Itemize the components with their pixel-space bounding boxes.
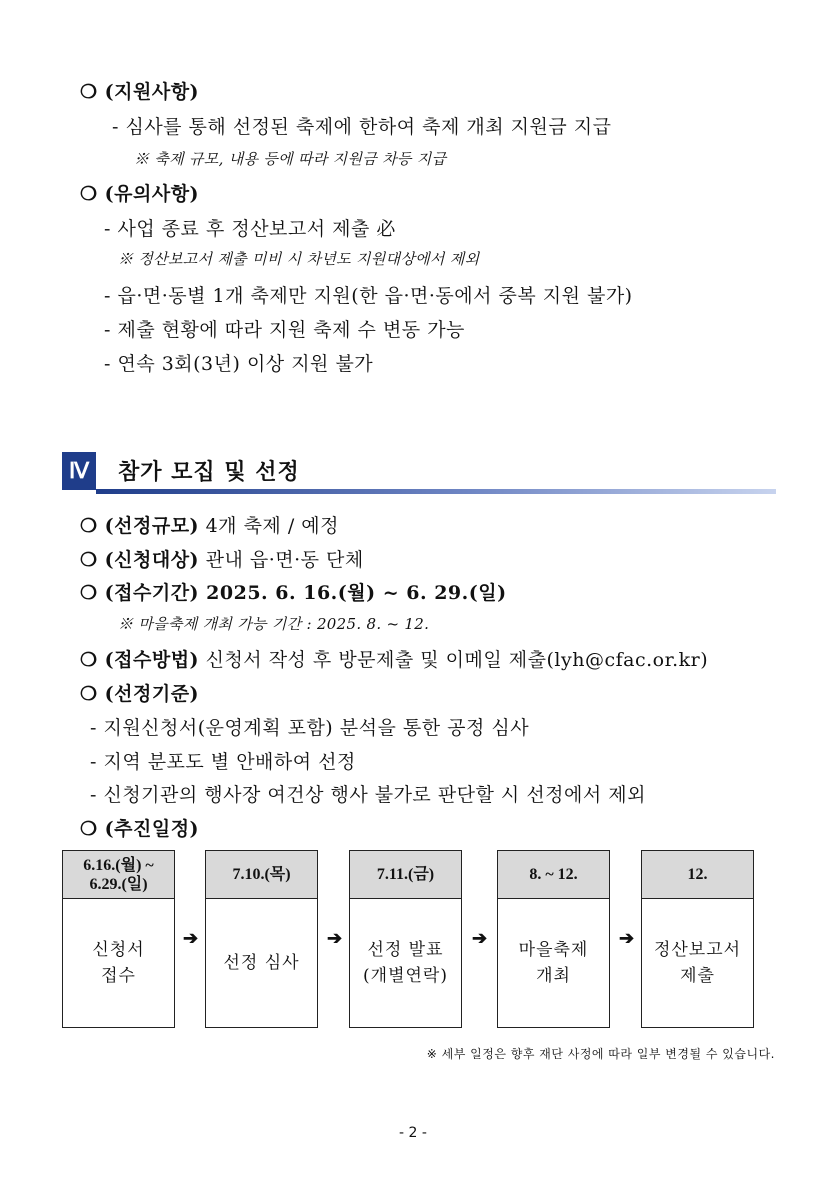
caution-item-4: - 연속 3회(3년) 이상 지원 불가 [104, 353, 374, 375]
schedule-step-date [350, 851, 461, 899]
arrow-right-icon: ➔ [472, 928, 488, 949]
schedule-task-line-1: 정산보고서 [653, 940, 742, 960]
support-item-1: - 심사를 통해 선정된 축제에 한하여 축제 개최 지원금 지급 [112, 116, 612, 138]
schedule-step-2 [205, 850, 318, 1028]
caution-item-3: - 제출 현황에 따라 지원 축제 수 변동 가능 [104, 319, 465, 341]
schedule-footnote: ※ 세부 일정은 향후 재단 사정에 따라 일부 변경될 수 있습니다. [426, 1047, 775, 1061]
period-note: ※ 마을축제 개최 가능 기간 : 2025. 8. ~ 12. [118, 615, 430, 633]
page-number: - 2 - [399, 1125, 427, 1141]
section-title: 참가 모집 및 선정 [118, 459, 300, 485]
method-row [80, 645, 708, 672]
schedule-step-date [63, 851, 174, 899]
target-value: 관내 읍·면·동 단체 [199, 549, 364, 571]
method-value: 신청서 작성 후 방문제출 및 이메일 제출(lyh@cfac.or.kr) [199, 649, 709, 671]
schedule-date-line-1: 12. [687, 866, 708, 883]
period-row: ❍ (접수기간) 2025. 6. 16.(월) ~ 6. 29.(일) [80, 582, 507, 604]
schedule-task-line-2: 개최 [536, 966, 571, 986]
schedule-step-date [642, 851, 753, 899]
schedule-step-task [642, 899, 753, 1027]
schedule-step-5 [641, 850, 754, 1028]
arrow-right-icon: ➔ [619, 928, 635, 949]
method-label: ❍ (접수방법) [80, 649, 200, 671]
schedule-step-date [206, 851, 317, 899]
schedule-step-task [63, 899, 174, 1027]
caution-heading: ❍ (유의사항) [80, 183, 200, 205]
schedule-step-4 [497, 850, 610, 1028]
schedule-step-task [498, 899, 609, 1027]
schedule-heading: ❍ (추진일정) [80, 818, 200, 840]
schedule-task-line-2: (개별연락) [363, 966, 448, 986]
caution-item-2: - 읍·면·동별 1개 축제만 지원(한 읍·면·동에서 중복 지원 불가) [104, 285, 633, 307]
schedule-step-1 [62, 850, 175, 1028]
arrow-right-icon: ➔ [183, 928, 199, 949]
scale-row [80, 511, 339, 538]
schedule-date-line-1: 8. ~ 12. [529, 866, 578, 883]
schedule-task-line-2: 제출 [680, 966, 715, 986]
criteria-heading: ❍ (선정기준) [80, 683, 200, 705]
scale-label: ❍ (선정규모) [80, 515, 200, 537]
schedule-date-line-2: 6.29.(일) [89, 875, 148, 893]
schedule-task-line-1: 선정 발표 [367, 940, 444, 960]
schedule-task-line-2: 접수 [101, 966, 136, 986]
criteria-item-1: - 지원신청서(운영계획 포함) 분석을 통한 공정 심사 [90, 717, 530, 739]
caution-note-1: ※ 정산보고서 제출 미비 시 차년도 지원대상에서 제외 [118, 250, 480, 268]
support-heading: ❍ (지원사항) [80, 81, 200, 103]
schedule-date-line-1: 6.16.(월) ~ [83, 856, 154, 874]
section-underline [96, 489, 776, 494]
scale-value: 4개 축제 / 예정 [199, 515, 339, 537]
schedule-step-3 [349, 850, 462, 1028]
schedule-date-line-1: 7.11.(금) [376, 866, 435, 883]
criteria-item-3: - 신청기관의 행사장 여건상 행사 불가로 판단할 시 선정에서 제외 [90, 784, 646, 806]
target-row [80, 545, 364, 572]
schedule-date-line-1: 7.10.(목) [232, 866, 291, 883]
schedule-task-line-1: 선정 심사 [223, 953, 300, 973]
schedule-step-task [350, 899, 461, 1027]
criteria-item-2: - 지역 분포도 별 안배하여 선정 [90, 751, 356, 773]
schedule-task-line-1: 신청서 [92, 940, 145, 960]
schedule-task-line-1: 마을축제 [518, 940, 589, 960]
schedule-step-date [498, 851, 609, 899]
schedule-step-task [206, 899, 317, 1027]
caution-item-1: - 사업 종료 후 정산보고서 제출 必 [104, 218, 396, 240]
arrow-right-icon: ➔ [327, 928, 343, 949]
support-note-1: ※ 축제 규모, 내용 등에 따라 지원금 차등 지급 [134, 150, 447, 168]
section-number-badge: Ⅳ [62, 452, 96, 490]
target-label: ❍ (신청대상) [80, 549, 200, 571]
